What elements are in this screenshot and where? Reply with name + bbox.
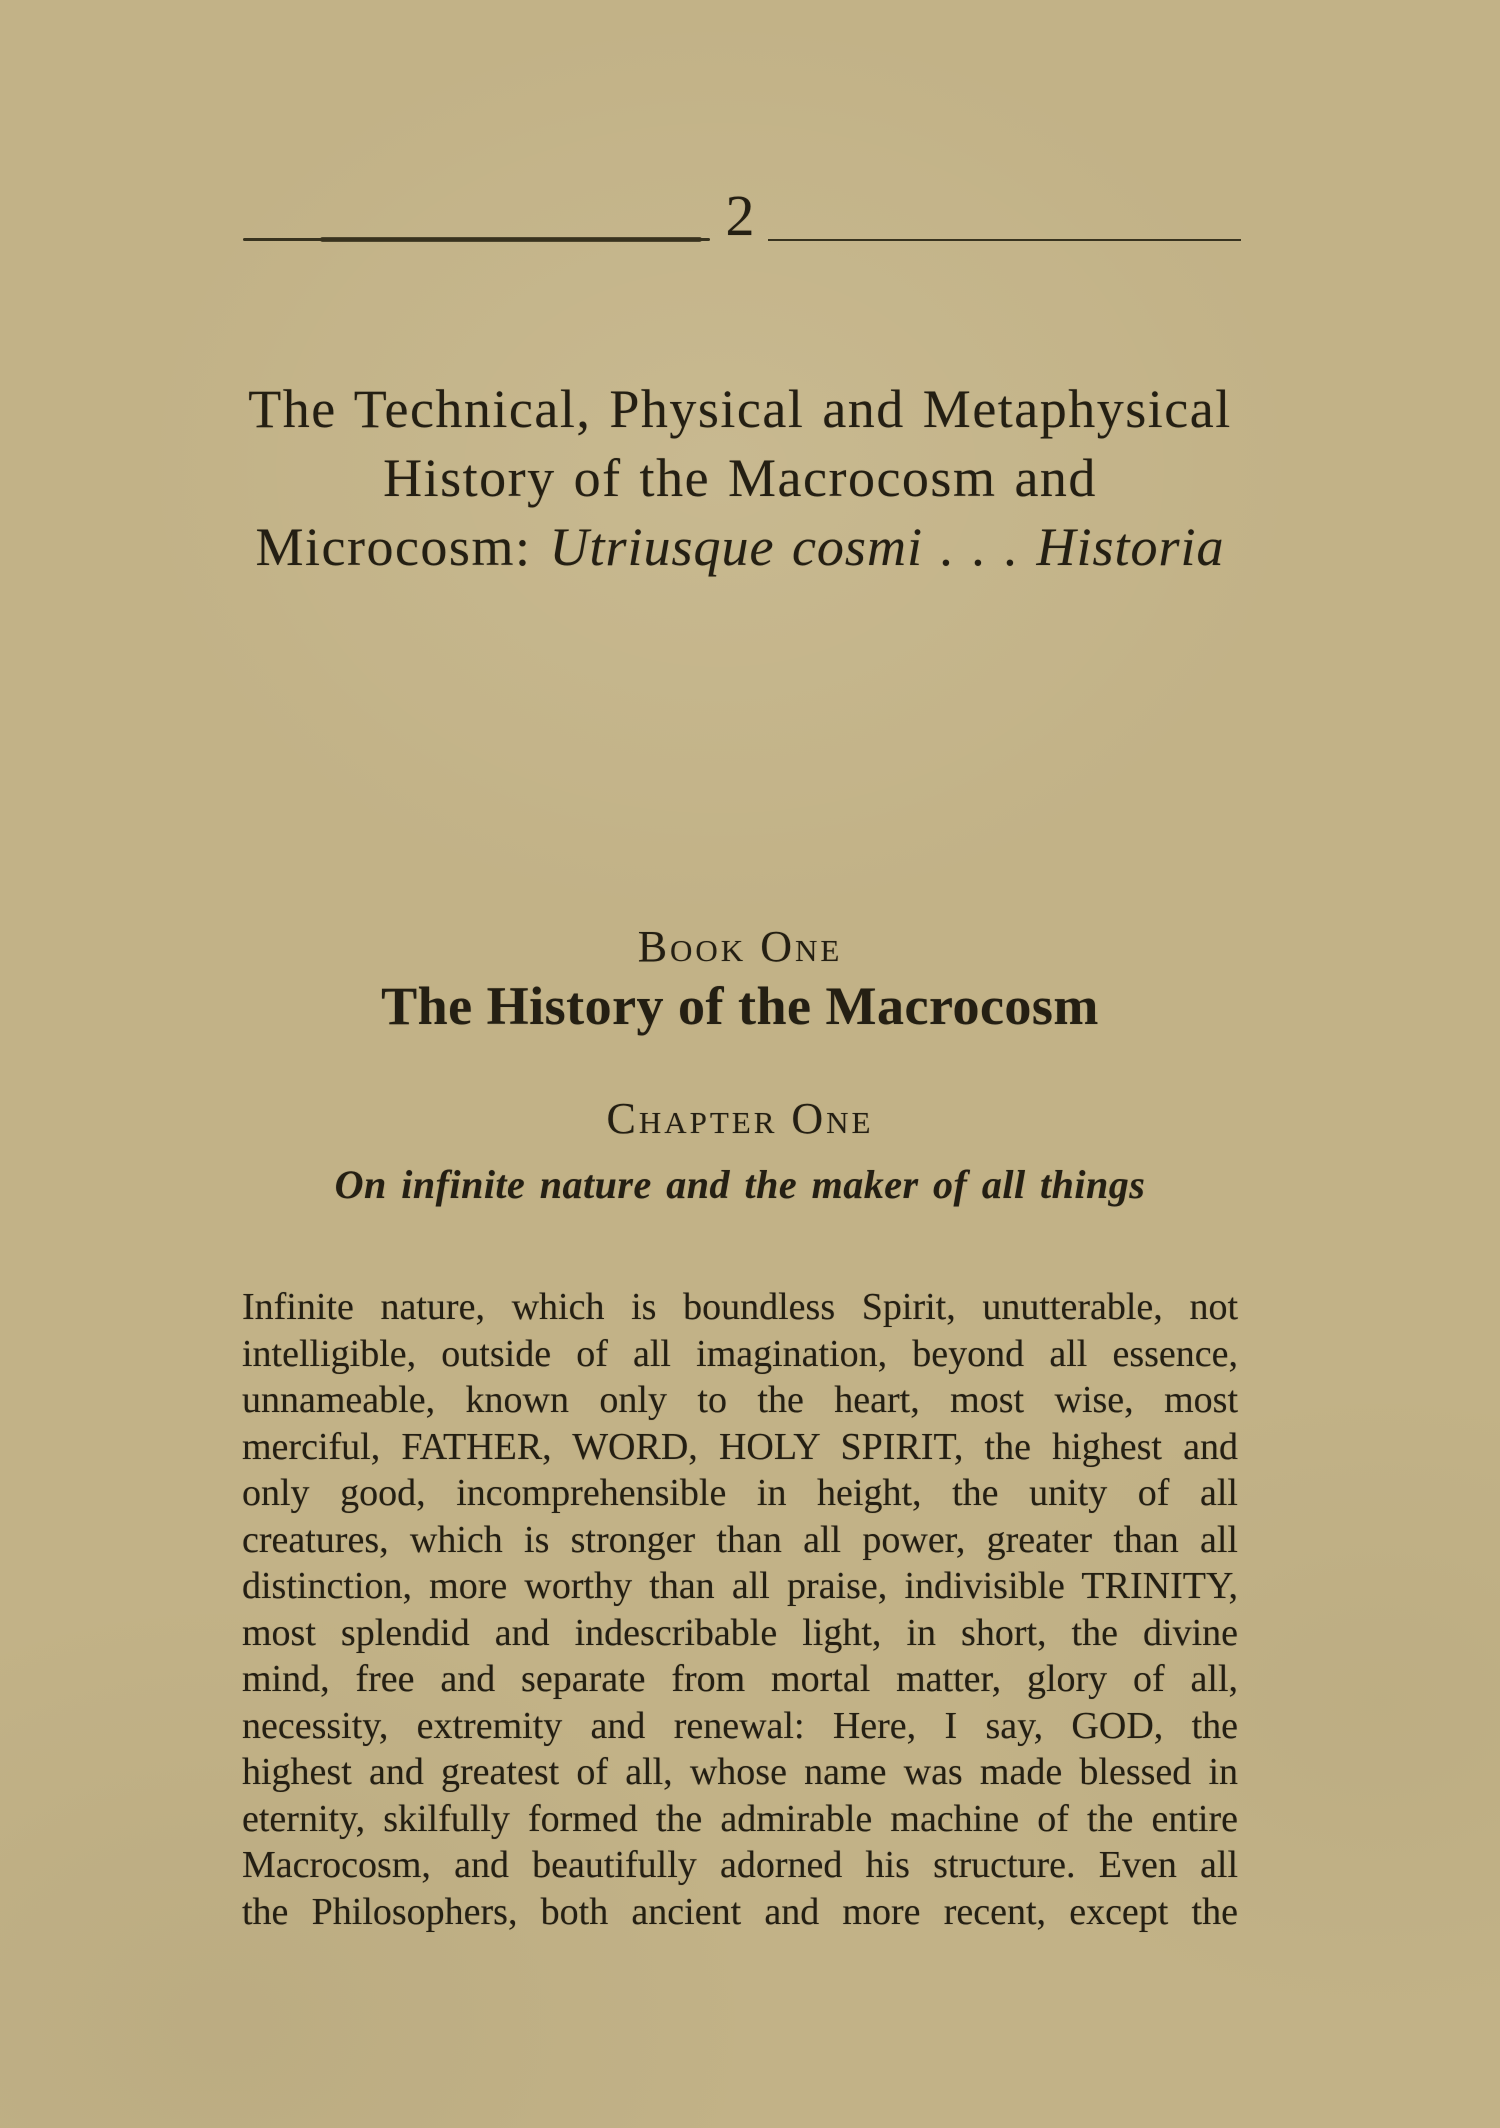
main-title-line-3: [242, 513, 1238, 582]
main-title: [242, 375, 1238, 582]
header-rule-right: [768, 239, 1241, 241]
main-title-line-1: The Technical, Physical and Metaphysical: [248, 379, 1232, 439]
body-line: eternity, skilfully formed the admirable machine of the entire: [242, 1797, 1238, 1840]
body-line: necessity, extremity and renewal: Here, I say, GOD, the: [242, 1704, 1238, 1747]
body-line: intelligible, outside of all imagination, beyond all essence,: [242, 1332, 1238, 1375]
body-line: the Philosophers, both ancient and more recent, except the: [242, 1890, 1238, 1933]
body-line: highest and greatest of all, whose name was made blessed in: [242, 1751, 1238, 1793]
body-line: distinction, more worthy than all praise, indivisible TRINITY,: [242, 1565, 1238, 1607]
body-line: mind, free and separate from mortal matter, glory of all,: [242, 1658, 1238, 1700]
main-title-line-2: History of the Macrocosm and: [383, 448, 1097, 508]
body-line: unnameable, known only to the heart, most wise, most: [242, 1379, 1238, 1421]
body-paragraph: [242, 1284, 1238, 1935]
body-line: creatures, which is stronger than all power, greater than all: [242, 1518, 1238, 1561]
book-heading: The History of the Macrocosm: [381, 976, 1099, 1036]
header-rule-left-thick-segment: [320, 237, 702, 242]
page-number: 2: [725, 183, 755, 248]
body-line: only good, incomprehensible in height, the unity of all: [242, 1472, 1238, 1514]
body-line: Infinite nature, which is boundless Spirit, unutterable, not: [242, 1286, 1238, 1328]
body-line: most splendid and indescribable light, in short, the divine: [242, 1611, 1238, 1654]
main-title-line-3-italic: Utriusque cosmi . . . Historia: [549, 517, 1225, 577]
body-line: Macrocosm, and beautifully adorned his structure. Even all: [242, 1844, 1238, 1886]
main-title-line-3-regular: Microcosm:: [255, 517, 550, 577]
chapter-kicker: Chapter One: [606, 1094, 874, 1143]
book-kicker: Book One: [637, 922, 843, 971]
chapter-subtitle: On infinite nature and the maker of all things: [334, 1162, 1146, 1207]
body-line: merciful, FATHER, WORD, HOLY SPIRIT, the highest and: [242, 1425, 1238, 1468]
